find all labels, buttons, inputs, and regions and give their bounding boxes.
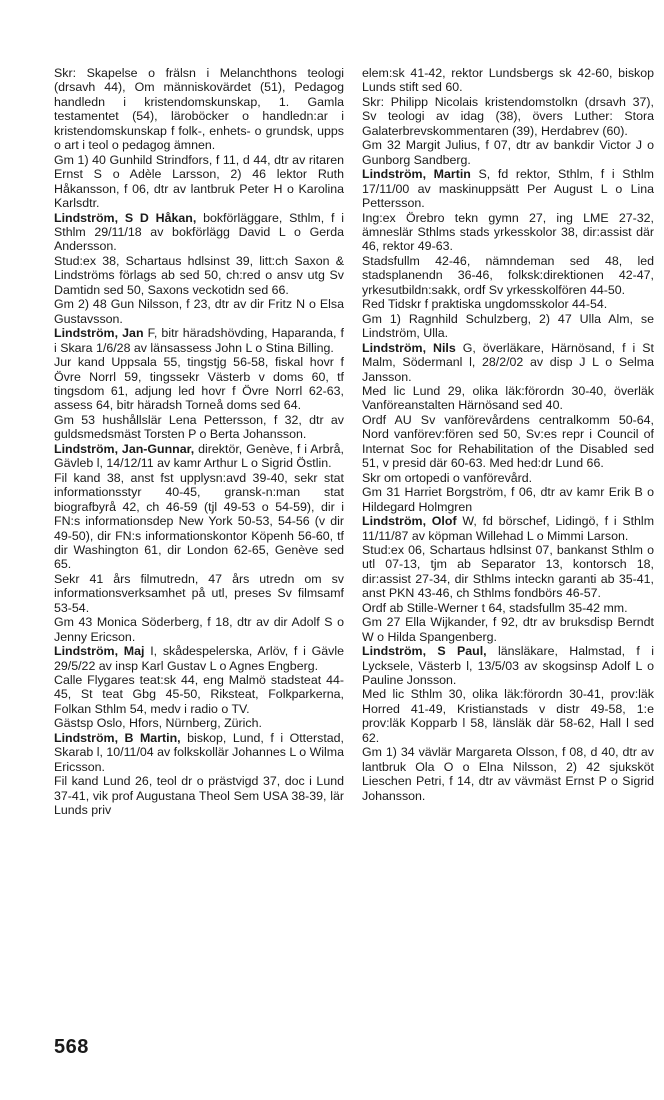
entry-text: W, fd börschef, Lidingö, f i Sthlm 11/11/87 av köpman Willehad L o Mimmi Larson.	[362, 514, 655, 543]
right-column	[362, 66, 654, 803]
entry-text: Sekr 41 års filmutredn, 47 års utredn om sv informationsverksamhet på utl, preses Sv filmsamf 53-54.	[54, 571, 344, 615]
page-number: 568	[54, 1036, 89, 1058]
entry-text: Gm 53 hushållslär Lena Pettersson, f 32, dtr av guldsmedsmäst Torsten P o Berta Johansson.	[54, 412, 344, 442]
entry-text: Med lic Lund 29, olika läk:förordn 30-40, överläk Vanföreanstalten Härnösand sed 40.	[362, 383, 654, 413]
paragraph	[362, 95, 654, 138]
paragraph	[54, 326, 344, 355]
entry-text: Ordf AU Sv vanförevårdens centralkomm 50-64, Nord vanförev:fören sed 50, Sv:es repr i Council of Internat Soc for Rehabilitation of the Disabled sed 51, v presid där 60-63. Med hed:dr Lund 66.	[362, 412, 654, 471]
entry-text: Ing:ex Örebro tekn gymn 27, ing LME 27-32, ämneslär Sthlms stads yrkesskolor 38, dir:assist där 46, rektor 49-63.	[362, 210, 654, 254]
entry-text: Gm 43 Monica Söderberg, f 18, dtr av dir Adolf S o Jenny Ericson.	[54, 615, 344, 644]
entry-text: Skr om ortopedi o vanförevård.	[362, 470, 533, 485]
entry-text: G, överläkare, Härnösand, f i St Malm, Södermanl l, 28/2/02 av disp J L o Selma Jansson.	[362, 340, 654, 384]
paragraph	[362, 601, 654, 615]
entry-text: Med lic Sthlm 30, olika läk:förordn 30-41, prov:läk Horred 41-49, Kristianstads v distr 49-58, 1:e prov:läk Kopparb l 58, länsläk där 58-62, Hall l sed 62.	[362, 687, 654, 745]
paragraph	[362, 687, 654, 745]
entry-text: Gm 27 Ella Wijkander, f 92, dtr av bruksdisp Berndt W o Hilda Spangenberg.	[362, 615, 654, 644]
paragraph	[54, 615, 344, 644]
paragraph	[54, 254, 344, 297]
paragraph	[362, 745, 654, 803]
paragraph	[362, 297, 654, 311]
paragraph	[54, 774, 344, 817]
paragraph	[54, 644, 344, 673]
entry-text: Gm 31 Harriet Borgström, f 06, dtr av kamr Erik B o Hildegard Holmgren	[362, 485, 654, 514]
entry-text: Stud:ex 06, Schartaus hdlsinst 07, bankanst Sthlm o utl 07-13, tjm ab Separator 13, kontorsch 18, dir:assist 27-34, dir Sthlms inteckn garanti ab 35-41, anst PKN 43-46, ch Sthlms fondbörs 46-57.	[362, 542, 654, 601]
paragraph	[54, 153, 344, 211]
paragraph	[362, 615, 654, 644]
left-column	[54, 66, 344, 818]
paragraph	[54, 297, 344, 326]
paragraph	[54, 442, 344, 471]
paragraph	[362, 644, 654, 687]
entry-text: S, fd rektor, Sthlm, f i Sthlm 17/11/00 av maskinuppsätt Per August L o Lina Pettersson.	[362, 167, 654, 211]
paragraph	[362, 167, 654, 210]
entry-text: Gm 32 Margit Julius, f 07, dtr av bankdir Victor J o Gunborg Sandberg.	[362, 138, 654, 167]
paragraph	[362, 312, 654, 341]
paragraph	[362, 543, 654, 601]
entry-text: Calle Flygares teat:sk 44, eng Malmö stadsteat 44-45, St teat Gbg 45-50, Riksteat, Folkparkerna, Folkan Sthlm 54, medv i radio o TV.	[54, 673, 344, 716]
entry-text: Gästsp Oslo, Hfors, Nürnberg, Zürich.	[54, 716, 262, 731]
entry-text: direktör, Genève, f i Arbrå, Gävleb l, 14/12/11 av kamr Arthur L o Sigrid Östlin.	[54, 441, 344, 471]
paragraph	[54, 673, 344, 716]
entry-name: Lindström, S D Håkan,	[54, 210, 197, 225]
paragraph	[54, 211, 344, 254]
entry-name: Lindström, Jan	[54, 326, 144, 341]
entry-text: Gm 1) 40 Gunhild Strindfors, f 11, d 44, dtr av ritaren Ernst S o Adèle Larsson, 2) 46 lektor Ruth Håkansson, f 06, dtr av lantbruk Peter H o Karolina Karlsdtr.	[54, 152, 344, 211]
entry-text: Red Tidskr f praktiska ungdomsskolor 44-54.	[362, 297, 608, 312]
entry-name: Lindström, Maj	[54, 644, 145, 659]
paragraph	[362, 384, 654, 413]
paragraph	[54, 731, 344, 774]
paragraph	[54, 471, 344, 572]
entry-name: Lindström, B Martin,	[54, 730, 181, 745]
entry-text: Ordf ab Stille-Werner t 64, stadsfullm 35-42 mm.	[362, 600, 628, 615]
paragraph	[362, 341, 654, 384]
entry-text: bokförläggare, Sthlm, f i Sthlm 29/11/18 av bokförlägg David L o Gerda Andersson.	[54, 210, 344, 254]
entry-text: Stud:ex 38, Schartaus hdlsinst 39, litt:ch Saxon & Lindströms förlags ab sed 50, ch:red o ansv utg Sv Damtidn sed 50, Saxons veckotidn sed 66.	[54, 253, 344, 297]
paragraph	[54, 355, 344, 413]
entry-name: Lindström, Olof	[362, 514, 457, 529]
entry-name: Lindström, Nils	[362, 340, 456, 355]
paragraph	[54, 413, 344, 442]
paragraph	[362, 66, 654, 95]
entry-text: biskop, Lund, f i Otterstad, Skarab l, 10/11/04 av folkskollär Johannes L o Wilma Ericsson.	[54, 730, 344, 774]
entry-text: Stadsfullm 42-46, nämndeman sed 48, led stadsplanendn 36-46, folksk:direktionen 42-47, yrkesutbildn:sakk, ordf Sv yrkesskolfören 44-50.	[362, 253, 654, 297]
entry-name: Lindström, Jan-Gunnar,	[54, 441, 195, 456]
paragraph	[362, 211, 654, 254]
paragraph	[362, 471, 654, 485]
entry-text: Gm 1) 34 vävlär Margareta Olsson, f 08, d 40, dtr av lantbruk Ola O o Elna Nilsson, 2) 42 sjuksköt Lieschen Petri, f 14, dtr av vävmäst Ernst P o Sigrid Johansson.	[362, 745, 654, 803]
entry-name: Lindström, S Paul,	[362, 644, 487, 659]
entry-text: I, skådespelerska, Arlöv, f i Gävle 29/5/22 av insp Karl Gustav L o Agnes Engberg.	[54, 644, 344, 673]
entry-text: Skr: Philipp Nicolais kristendomstolkn (drsavh 37), Sv teologi av idag (38), övers Luther: Stora Galaterbrevskommentaren (39), Herdabrev (60).	[362, 94, 654, 138]
entry-text: Gm 2) 48 Gun Nilsson, f 23, dtr av dir Fritz N o Elsa Gustavsson.	[54, 297, 344, 326]
entry-text: Jur kand Uppsala 55, tingstjg 56-58, fiskal hovr f Övre Norrl 59, tingssekr Västerb v doms 60, tf tingsdom 61, adjung led hovr f Övre Norrl 62-63, assess 64, bitr häradsh Torneå doms sed 64.	[54, 355, 344, 413]
paragraph	[362, 138, 654, 167]
paragraph	[362, 254, 654, 297]
entry-text: F, bitr häradshövding, Haparanda, f i Skara 1/6/28 av länsassess John L o Stina Billing.	[54, 326, 344, 355]
entry-text: Fil kand 38, anst fst upplysn:avd 39-40, sekr stat informationsstyr 40-45, gransk-n:man stat biografbyrå 42, ch 46-59 (tjl 49-53 o 54-59), dir i FN:s informationsdep New York 50-53, 54-56 (v dir 49-50), dir FN:s informationskontor Köpenh 56-60, tf dir Washington 61, dir London 62-65, Genève sed 65.	[54, 470, 344, 572]
entry-name: Lindström, Martin	[362, 167, 471, 182]
paragraph	[362, 413, 654, 471]
paragraph	[362, 485, 654, 514]
entry-text: länsläkare, Halmstad, f i Lycksele, Västerb l, 13/5/03 av skogsinsp Adolf L o Pauline Jonsson.	[362, 644, 654, 688]
paragraph	[54, 716, 344, 730]
entry-text: Fil kand Lund 26, teol dr o prästvigd 37, doc i Lund 37-41, vik prof Augustana Theol Sem USA 38-39, lär Lunds priv	[54, 774, 344, 818]
paragraph	[54, 66, 344, 153]
entry-text: elem:sk 41-42, rektor Lundsbergs sk 42-60, biskop Lunds stift sed 60.	[362, 66, 654, 95]
paragraph	[54, 572, 344, 615]
paragraph	[362, 514, 654, 543]
entry-text: Gm 1) Ragnhild Schulzberg, 2) 47 Ulla Alm, se Lindström, Ulla.	[362, 311, 654, 341]
entry-text: Skr: Skapelse o frälsn i Melanchthons teologi (drsavh 44), Om människovärdet (51), Pedagog handledn i kristendomskunskap, 1. Gamla testamentet (54), läroböcker o handledn:ar i kristendomskunskap f folk-, enhets- o grundsk, upps o art i teol o pedagog ämnen.	[54, 66, 344, 153]
